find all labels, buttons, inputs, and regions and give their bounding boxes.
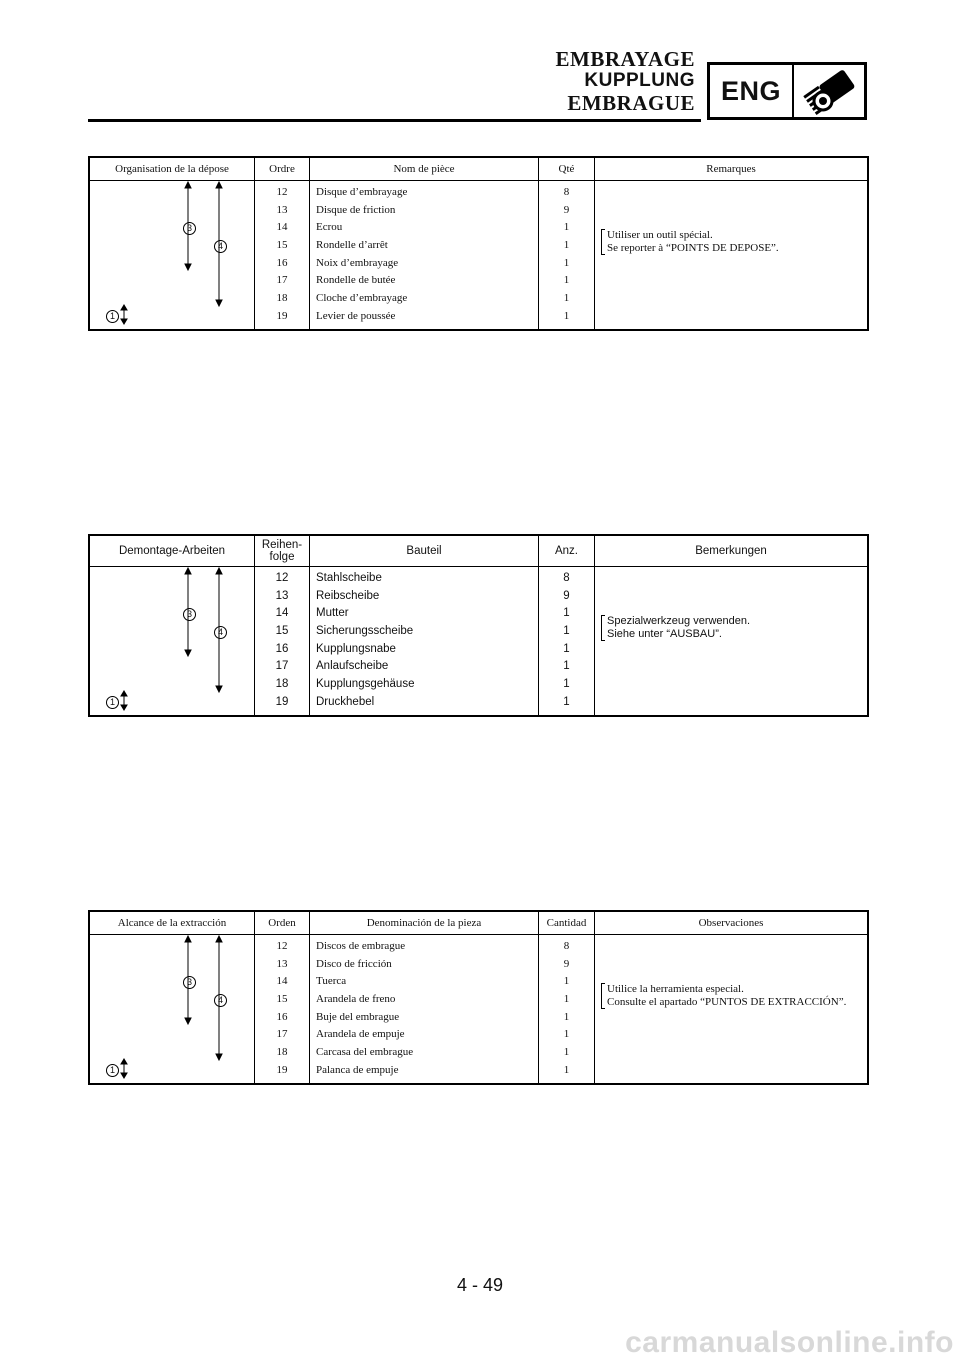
section-badge-label: ENG xyxy=(710,65,794,117)
remark-line: Siehe unter “AUSBAU”. xyxy=(607,628,722,640)
part-cell: Tuerca xyxy=(316,975,347,988)
part-cell: Rondelle d’arrêt xyxy=(316,239,388,252)
order-cell: 12 xyxy=(275,572,289,584)
order-cell: 19 xyxy=(275,695,289,708)
part-cell: Carcasa del embrague xyxy=(316,1046,414,1059)
table-header xyxy=(90,536,867,567)
header-order: Ordre xyxy=(255,158,310,180)
order-cell: 14 xyxy=(276,975,288,988)
part-column xyxy=(310,935,539,1083)
order-cell: 18 xyxy=(276,292,288,305)
qty-cell: 1 xyxy=(563,274,570,287)
part-cell: Rondelle de butée xyxy=(316,274,396,287)
removal-diagram xyxy=(90,935,255,1083)
header-remarks: Remarques xyxy=(706,163,756,175)
qty-cell: 1 xyxy=(563,625,570,638)
part-cell: Kupplungsgehäuse xyxy=(316,678,415,691)
removal-diagram xyxy=(90,567,255,715)
part-cell: Arandela de freno xyxy=(316,993,396,1006)
part-cell: Noix d’embrayage xyxy=(316,256,399,269)
qty-column xyxy=(539,935,595,1083)
order-cell: 12 xyxy=(276,940,288,952)
marker-4: 4 xyxy=(214,240,227,253)
order-cell: 13 xyxy=(276,957,288,970)
remark-note xyxy=(601,229,779,255)
removal-diagram xyxy=(90,181,255,329)
qty-cell: 8 xyxy=(563,572,570,584)
qty-cell: 1 xyxy=(563,993,570,1006)
part-cell: Disco de fricción xyxy=(316,957,392,970)
part-cell: Ecrou xyxy=(316,221,343,234)
part-cell: Anlaufscheibe xyxy=(316,660,389,673)
header-remarks: Observaciones xyxy=(698,917,764,929)
order-cell: 16 xyxy=(276,256,288,269)
marker-1: 1 xyxy=(106,696,119,709)
order-cell: 17 xyxy=(276,1028,288,1041)
parts-table-fr xyxy=(88,156,869,331)
order-cell: 12 xyxy=(276,186,288,198)
qty-cell: 1 xyxy=(563,695,570,708)
order-cell: 14 xyxy=(275,607,289,620)
header-part-name: Nom de pièce xyxy=(310,158,539,180)
qty-cell: 1 xyxy=(563,256,570,269)
sequence-arrows xyxy=(90,567,255,715)
header-removal-order: Demontage-Arbeiten xyxy=(90,536,255,566)
qty-cell: 9 xyxy=(563,957,570,970)
order-cell: 17 xyxy=(275,660,289,673)
title-fr: EMBRAYAGE xyxy=(555,47,695,71)
qty-cell: 1 xyxy=(563,642,570,655)
parts-table-de xyxy=(88,534,869,717)
qty-cell: 1 xyxy=(563,678,570,691)
header-rule xyxy=(88,119,701,122)
qty-cell: 1 xyxy=(563,975,570,988)
marker-1: 1 xyxy=(106,1064,119,1077)
section-badge xyxy=(707,62,867,120)
part-cell: Reibscheibe xyxy=(316,589,380,602)
header-remarks: Bemerkungen xyxy=(695,545,767,557)
header-qty: Cantidad xyxy=(539,912,595,934)
qty-cell: 1 xyxy=(563,292,570,305)
part-cell: Palanca de empuje xyxy=(316,1063,399,1076)
header-order: Orden xyxy=(255,912,310,934)
part-cell: Cloche d’embrayage xyxy=(316,292,408,305)
header-qty: Qté xyxy=(539,158,595,180)
sequence-arrows xyxy=(90,935,255,1083)
part-cell: Druckhebel xyxy=(316,695,375,708)
qty-cell: 8 xyxy=(563,940,570,952)
order-cell: 14 xyxy=(276,221,288,234)
remark-line: Se reporter à “POINTS DE DEPOSE”. xyxy=(607,242,779,254)
marker-4: 4 xyxy=(214,626,227,639)
order-cell: 18 xyxy=(276,1046,288,1059)
engine-icon xyxy=(794,65,864,117)
order-column xyxy=(255,935,310,1083)
header-qty: Anz. xyxy=(539,536,595,566)
table-header xyxy=(90,158,867,181)
qty-cell: 1 xyxy=(563,1046,570,1059)
qty-cell: 1 xyxy=(563,239,570,252)
qty-column xyxy=(539,181,595,329)
order-cell: 18 xyxy=(275,678,289,691)
marker-1: 1 xyxy=(106,310,119,323)
part-column xyxy=(310,181,539,329)
part-cell: Kupplungsnabe xyxy=(316,642,396,655)
table-body xyxy=(90,567,867,715)
page-number: 4 - 49 xyxy=(456,1275,504,1295)
table-body xyxy=(90,935,867,1083)
order-column xyxy=(255,567,310,715)
table-body xyxy=(90,181,867,329)
remarks-column xyxy=(595,567,867,715)
order-cell: 16 xyxy=(276,1010,288,1023)
part-cell: Levier de poussée xyxy=(316,309,396,322)
title-es: EMBRAGUE xyxy=(567,91,695,115)
remark-line: Consulte el apartado “PUNTOS DE EXTRACCIÓN”. xyxy=(607,996,847,1008)
header-part-name: Denominación de la pieza xyxy=(310,912,539,934)
qty-cell: 9 xyxy=(563,589,570,602)
header-order: Reihen- folge xyxy=(255,536,310,566)
remark-line: Spezialwerkzeug verwenden. xyxy=(607,615,751,627)
part-cell: Sicherungsscheibe xyxy=(316,625,414,638)
part-cell: Stahlscheibe xyxy=(316,572,382,584)
parts-table-es xyxy=(88,910,869,1085)
remark-note xyxy=(601,983,846,1009)
remark-line: Utiliser un outil spécial. xyxy=(607,229,713,241)
qty-cell: 9 xyxy=(563,203,570,216)
order-cell: 15 xyxy=(275,625,289,638)
part-cell: Discos de embrague xyxy=(316,940,406,952)
header-part-name: Bauteil xyxy=(310,536,539,566)
qty-cell: 1 xyxy=(563,607,570,620)
section-title xyxy=(556,48,695,114)
part-cell: Disque d’embrayage xyxy=(316,186,408,198)
part-cell: Buje del embrague xyxy=(316,1010,400,1023)
order-cell: 17 xyxy=(276,274,288,287)
part-cell: Mutter xyxy=(316,607,349,620)
qty-column xyxy=(539,567,595,715)
part-cell: Disque de friction xyxy=(316,203,396,216)
qty-cell: 8 xyxy=(563,186,570,198)
watermark: carmanualsonline.info xyxy=(625,1326,954,1359)
marker-4: 4 xyxy=(214,994,227,1007)
order-cell: 15 xyxy=(276,993,288,1006)
qty-cell: 1 xyxy=(563,309,570,322)
sequence-arrows xyxy=(90,181,255,329)
title-de: KUPPLUNG xyxy=(584,70,695,91)
remark-line: Utilice la herramienta especial. xyxy=(607,983,744,995)
order-cell: 19 xyxy=(276,309,288,322)
order-cell: 13 xyxy=(276,203,288,216)
table-header xyxy=(90,912,867,935)
part-cell: Arandela de empuje xyxy=(316,1028,405,1041)
order-cell: 19 xyxy=(276,1063,288,1076)
remarks-column xyxy=(595,181,867,329)
marker-3: 3 xyxy=(183,608,196,621)
marker-3: 3 xyxy=(183,976,196,989)
remarks-column xyxy=(595,935,867,1083)
order-cell: 13 xyxy=(275,589,289,602)
qty-cell: 1 xyxy=(563,660,570,673)
order-cell: 15 xyxy=(276,239,288,252)
marker-3: 3 xyxy=(183,222,196,235)
remark-note xyxy=(601,615,750,641)
header-removal-order: Alcance de la extracción xyxy=(90,912,255,934)
order-cell: 16 xyxy=(275,642,289,655)
qty-cell: 1 xyxy=(563,1028,570,1041)
part-column xyxy=(310,567,539,715)
qty-cell: 1 xyxy=(563,1010,570,1023)
qty-cell: 1 xyxy=(563,221,570,234)
order-column xyxy=(255,181,310,329)
header-removal-order: Organisation de la dépose xyxy=(90,158,255,180)
qty-cell: 1 xyxy=(563,1063,570,1076)
